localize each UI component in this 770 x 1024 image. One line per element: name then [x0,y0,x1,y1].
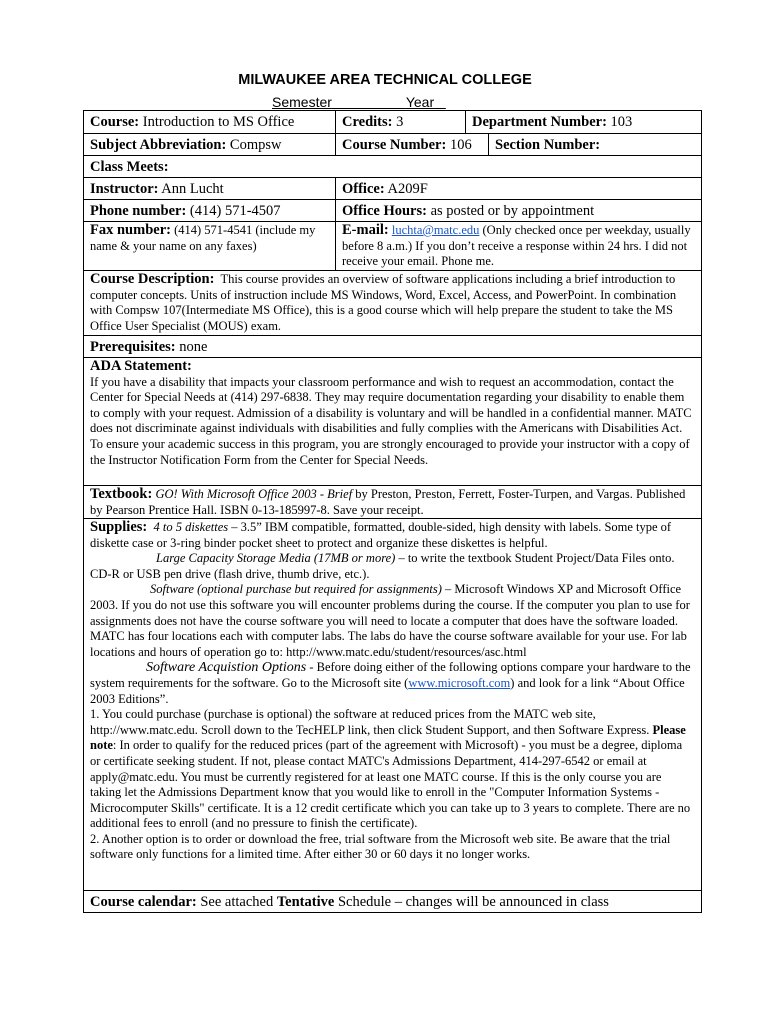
office-cell: Office: A209F [335,178,701,199]
section-cell: Section Number: [488,134,701,155]
option-2: 2. Another option is to order or download the free, trial software from the Microsoft web site. Be aware that the trial software only functions for a limited time. After either 30 or 60 days it no longer works. [90,831,671,862]
ada-cell: ADA Statement: If you have a disability that impacts your classroom performance and wish to request an accommodation, contact the Center for Special Needs at (414) 297-6838. They may require documentation regarding your disability to enable them to comply with your request. Admission of a disability is voluntary and will be handled in a confidential manner. MATC does not discriminate against individuals with disabilities and fully complies with the Americans with Disabilities Act. To ensure your academic success in this program, you are strongly encouraged to provide your instructor with a copy of the Instructor Notification Form from the Center for Special Needs. [84,358,701,485]
semester-year-line [272,94,446,110]
prerequisites-row [84,335,701,357]
subject-cell: Subject Abbreviation: Compsw [90,137,282,153]
ada-paragraph-2: To ensure your academic success in this program, you are strongly encouraged to provide your instructor with a copy of the Instructor Notification Form from the Center for Special Needs. [90,436,690,467]
class-meets-row [84,155,701,177]
supplies-cell: Supplies: 4 to 5 diskettes – 3.5” IBM compatible, formatted, double-sided, high density with labels. Some type of diskette case or 3-ring binder pocket sheet to protect and organize these diskettes is helpful. Large Capacity Storage Media (17MB or more) – to write the textbook Student Project/Data Files onto. CD-R or USB pen drive (flash drive, thumb drive, etc.). Software (optional purchase but required for assignments) – Microsoft Windows XP and Microsoft Office 2003. If you do not use this software you will encounter problems during the course. If the computer you plan to use for assignments does not have the course software you will need to locate a computer that does have the software loaded. MATC has four locations each with computer labs. The labs do have the course software available for your use. For lab locations and hours of operation go to: http://www.matc.edu/student/resources/asc.html Software Acquistion Options - Before doing either of the following options compare your hardware to the system requirements for the software. Go to the Microsoft site (www.microsoft.com) and look for a link “About Office 2003 Editions”. 1. You could purchase (purchase is optional) the software at reduced prices from the MATC web site, http://www.matc.edu. Scroll down to the TecHELP link, then click Student Support, and then Software Express. Please note: In order to qualify for the reduced prices (part of the agreement with Microsoft) - you must be a degree, diploma or certificate seeking student. If not, please contact MATC's Admissions Department, 414-297-6542 or email at apply@matc.edu. You must be currently registered for at least one MATC course. If this is the only course you are taking let the Admissions Department know that you would like to enroll in the "Computer Information Systems - Microcomputer Skills" certificate. It is a 12 credit certificate which you can take up to 3 years to complete. There are no additional fees to enroll (and no pressure to finish the certificate). 2. Another option is to order or download the free, trial software from the Microsoft web site. Be aware that the trial software only functions for a limited time. After either 30 or 60 days it no longer works. [84,519,701,890]
ada-row [84,357,701,485]
phone-cell: Phone number: (414) 571-4507 [90,203,281,219]
phone-row [84,199,701,221]
ada-paragraph-1: If you have a disability that impacts your classroom performance and wish to request an accommodation, contact the Center for Special Needs at (414) 297-6838. They may require documentation regarding your disability to enable them to comply with your request. Admission of a disability is voluntary and will be handled in a confidential manner. MATC does not discriminate against individuals with disabilities and fully complies with the Americans with Disabilities Act. [90,374,692,436]
semester-label: Semester [272,94,332,110]
description-row [84,270,701,335]
fax-cell: Fax number: (414) 571-4541 (include my name & your name on any faxes) [90,222,316,253]
supplies-row [84,518,701,890]
office-hours-cell: Office Hours: as posted or by appointment [335,200,701,221]
year-label: Year [405,94,435,110]
class-meets-cell: Class Meets: [90,159,169,175]
microsoft-link[interactable]: www.microsoft.com [408,675,511,690]
textbook-cell: Textbook: GO! With Microsoft Office 2003 - Brief by Preston, Preston, Ferrett, Foster-Turpen, and Vargas. Published by Pearson Prentice Hall. ISBN 0-13-185997-8. Save your receipt. [90,486,686,517]
credits-cell: Credits: 3 [335,111,465,133]
textbook-row [84,485,701,518]
page-title: MILWAUKEE AREA TECHNICAL COLLEGE [238,72,532,88]
subject-row [84,133,701,155]
course-number-cell: Course Number: 106 [335,134,488,155]
department-cell: Department Number: 103 [465,111,701,133]
email-link[interactable]: luchta@matc.edu [391,223,480,237]
description-cell: Course Description: This course provides an overview of software applications including a brief introduction to computer concepts. Units of instruction include MS Windows, Word, Excel, Access, and PowerPoint. In combination with Compsw 107(Intermediate MS Office), this is a good course which will help prepare the student to take the MS Office User Specialist (MOUS) exam. [90,271,677,333]
calendar-row [84,890,701,912]
course-row [84,111,701,133]
email-cell: E-mail: luchta@matc.edu (Only checked once per weekday, usually before 8 a.m.) If you don’t receive a response within 24 hrs. I did not receive your email. Phone me. [335,222,701,270]
instructor-row [84,177,701,199]
contact-row [84,221,701,270]
calendar-cell: Course calendar: See attached Tentative Schedule – changes will be announced in class [90,894,609,910]
prerequisites-cell: Prerequisites: none [90,339,208,355]
instructor-cell: Instructor: Ann Lucht [90,181,224,197]
course-cell: Course: Introduction to MS Office [90,114,295,130]
option-1: 1. You could purchase (purchase is optional) the software at reduced prices from the MATC web site, http://www.matc.edu. Scroll down to the TecHELP link, then click Student Support, and then Software Express. Please note: In order to qualify for the reduced prices (part of the agreement with Microsoft) - you must be a degree, diploma or certificate seeking student. If not, please contact MATC's Admissions Department, 414-297-6542 or email at apply@matc.edu. You must be currently registered for at least one MATC course. If this is the only course you are taking let the Admissions Department know that you would like to enroll in the "Computer Information Systems - Microcomputer Skills" certificate. It is a 12 credit certificate which you can take up to 3 years to complete. There are no additional fees to enroll (and no pressure to finish the certificate). [90,707,691,831]
syllabus-table [83,110,702,913]
